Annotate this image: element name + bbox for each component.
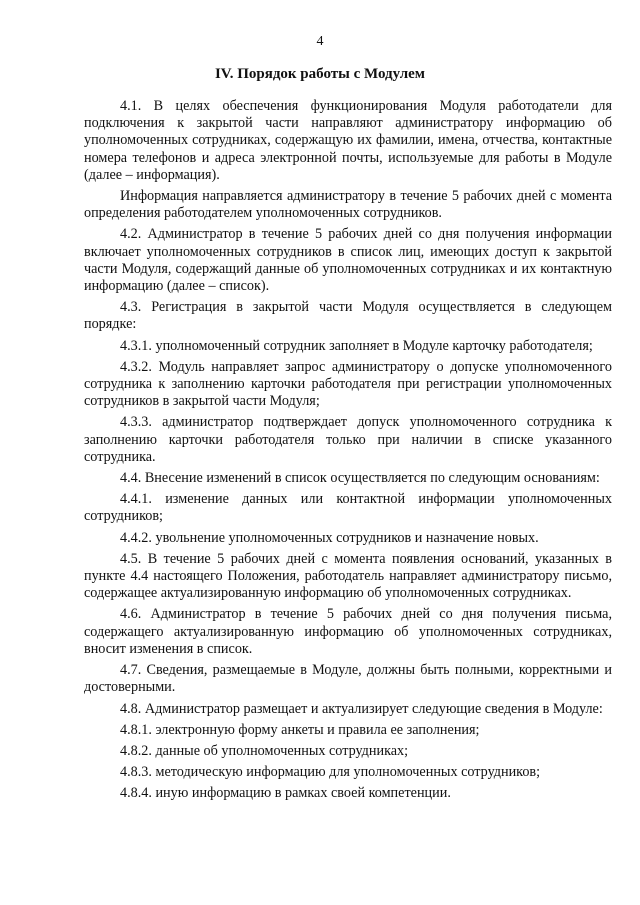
section-title: IV. Порядок работы с Модулем [214,66,426,82]
paragraph-4-3: 4.3. Регистрация в закрытой части Модуля осуществляется в следующем порядке: [84,299,612,333]
paragraph-4-4-2: 4.4.2. увольнение уполномоченных сотрудников и назначение новых. [120,529,539,546]
paragraph-4-6: 4.6. Администратор в течение 5 рабочих дней со дня получения письма, содержащего актуализированную информацию об уполномоченных сотрудниках, вносит изменения в список. [84,606,612,657]
paragraph-4-5: 4.5. В течение 5 рабочих дней с момента появления оснований, указанных в пункте 4.4 настоящего Положения, работодатель направляет администратору письмо, содержащее актуализированную информацию об уполномоченных сотрудниках. [84,550,612,602]
paragraph-4-3-2: 4.3.2. Модуль направляет запрос администратору о допуске уполномоченного сотрудника к заполнению карточки работодателя при регистрации уполномоченных сотрудников в закрытой части Модуля; [84,358,612,410]
page-number: 4 [316,34,324,49]
paragraph-4-2: 4.2. Администратор в течение 5 рабочих дней со дня получения информации включает уполномоченных сотрудников в список лиц, имеющих доступ к закрытой части Модуля, содержащий данные об уполномоченных сотрудниках и их контактную информацию (далее – список). [84,226,612,295]
paragraph-4-8: 4.8. Администратор размещает и актуализирует следующие сведения в Модуле: [120,700,603,717]
paragraph-4-7: 4.7. Сведения, размещаемые в Модуле, должны быть полными, корректными и достоверными. [84,662,612,696]
document-body [84,98,612,807]
paragraph-4-4: 4.4. Внесение изменений в список осуществляется по следующим основаниям: [120,470,600,487]
paragraph-4-1-continued: Информация направляется администратору в течение 5 рабочих дней с момента определения работодателем уполномоченных сотрудников. [84,188,612,222]
paragraph-4-3-1: 4.3.1. уполномоченный сотрудник заполняет в Модуле карточку работодателя; [120,337,593,354]
paragraph-4-3-3: 4.3.3. администратор подтверждает допуск уполномоченного сотрудника к заполнению карточки работодателя только при наличии в списке указанного сотрудника. [84,414,612,465]
paragraph-4-1: 4.1. В целях обеспечения функционирования Модуля работодатели для подключения к закрытой части направляют администратору информацию об уполномоченных сотрудниках, содержащую их фамилии, имена, отчества, контактные номера телефонов и адреса электронной почты, используемые для работы в Модуле (далее – информация). [84,98,612,183]
paragraph-4-8-1: 4.8.1. электронную форму анкеты и правила ее заполнения; [120,721,480,738]
paragraph-4-8-3: 4.8.3. методическую информацию для уполномоченных сотрудников; [120,764,541,781]
paragraph-4-8-4: 4.8.4. иную информацию в рамках своей компетенции. [120,785,451,802]
paragraph-4-8-2: 4.8.2. данные об уполномоченных сотрудниках; [120,742,409,759]
paragraph-4-4-1: 4.4.1. изменение данных или контактной информации уполномоченных сотрудников; [84,491,612,525]
